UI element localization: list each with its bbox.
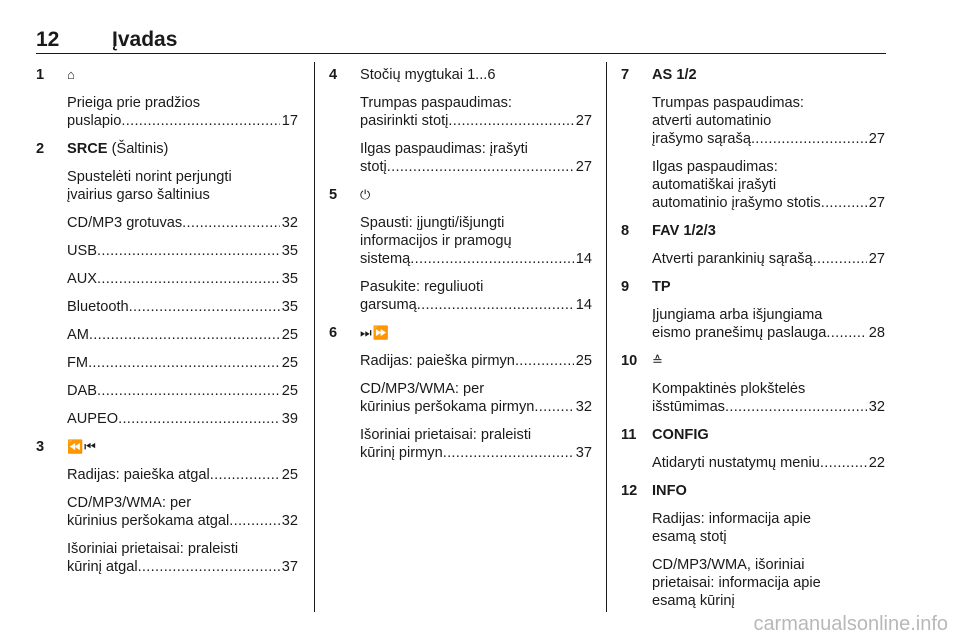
- page-reference: [67, 354, 298, 372]
- page-reference: [67, 326, 298, 344]
- entry-number: 5: [329, 187, 338, 203]
- reference-label: Radijas: paieška pirmyn: [360, 353, 515, 369]
- entry-item: [67, 354, 298, 372]
- entry-item: [360, 278, 592, 314]
- reference-label: CD/MP3 grotuvas: [67, 215, 183, 231]
- column-3: [621, 66, 885, 610]
- entry-item: [652, 94, 885, 148]
- dot-leader: [210, 466, 280, 484]
- dot-leader: [89, 326, 280, 344]
- page-reference: [652, 130, 885, 148]
- page-reference: [67, 242, 298, 260]
- page-reference: [67, 410, 298, 428]
- entry-item: [67, 242, 298, 260]
- page-reference: [67, 512, 298, 530]
- reference-page-number: 25: [281, 355, 298, 371]
- item-text-line: Ilgas paspaudimas:: [652, 159, 778, 175]
- column-1: [36, 66, 298, 576]
- legend-entry: [621, 426, 885, 472]
- reference-page-number: 25: [281, 327, 298, 343]
- item-text-line: Spustelėti norint perjungti: [67, 169, 232, 185]
- page-reference: [360, 444, 592, 462]
- reference-label: AM: [67, 327, 89, 343]
- reference-page-number: 28: [868, 325, 885, 341]
- dot-leader: [118, 410, 280, 428]
- page-title: Įvadas: [112, 28, 178, 51]
- page-number: 12: [36, 28, 60, 51]
- item-text-line: Kompaktinės plokštelės: [652, 381, 806, 397]
- reference-page-number: 27: [575, 159, 592, 175]
- page-reference: [360, 112, 592, 130]
- dot-leader: [751, 130, 867, 148]
- entry-label-suffix: (Šaltinis): [107, 141, 169, 157]
- reference-page-number: 27: [868, 131, 885, 147]
- entry-item: [67, 214, 298, 232]
- dot-leader: [826, 324, 866, 342]
- reference-page-number: 37: [281, 559, 298, 575]
- reference-label: USB: [67, 243, 98, 259]
- reference-label: įrašymo sąrašą: [652, 131, 751, 147]
- entry-item: [652, 306, 885, 342]
- reference-label: kūrinius peršokama pirmyn: [360, 399, 535, 415]
- entry-number: 12: [621, 483, 638, 499]
- entry-item: [67, 466, 298, 484]
- entry-number: 2: [36, 141, 45, 157]
- reference-label: stotį: [360, 159, 387, 175]
- reference-label: garsumą: [360, 297, 417, 313]
- entry-item: [360, 352, 592, 370]
- page-reference: [652, 454, 885, 472]
- dot-leader: [813, 250, 867, 268]
- item-text-line: automatiškai įrašyti: [652, 177, 777, 193]
- legend-entry: [329, 66, 592, 176]
- entry-heading: [652, 278, 885, 296]
- entry-number: 9: [621, 279, 630, 295]
- item-text-line: Radijas: informacija apie: [652, 511, 811, 527]
- dot-leader: [821, 194, 867, 212]
- item-text-line: esamą kūrinį: [652, 593, 735, 609]
- entry-item: [67, 298, 298, 316]
- dot-leader: [387, 158, 574, 176]
- entry-label-suffix: Stočių mygtukai 1...6: [360, 67, 496, 83]
- legend-entry: [621, 482, 885, 610]
- entry-item: [67, 270, 298, 288]
- legend-entry: [36, 66, 298, 130]
- dot-leader: [229, 512, 280, 530]
- item-text-line: Išoriniai prietaisai: praleisti: [67, 541, 239, 557]
- entry-item: [652, 556, 885, 610]
- item-text-line: Prieiga prie pradžios: [67, 95, 201, 111]
- dot-leader: [417, 296, 574, 314]
- page-reference: [360, 296, 592, 314]
- reference-label: eismo pranešimų paslauga: [652, 325, 827, 341]
- reference-page-number: 35: [281, 299, 298, 315]
- entry-heading: [67, 140, 298, 158]
- reference-page-number: 25: [281, 467, 298, 483]
- entry-heading: [652, 426, 885, 444]
- reference-label: pasirinkti stotį: [360, 113, 449, 129]
- reference-label: AUPEO: [67, 411, 119, 427]
- entry-heading: [652, 222, 885, 240]
- entry-item: [652, 250, 885, 268]
- legend-entry: [621, 352, 885, 416]
- entry-number: 8: [621, 223, 630, 239]
- entry-item: [360, 426, 592, 462]
- seek-back-icon: ⏪⏮: [67, 439, 97, 454]
- entry-heading: [652, 352, 885, 370]
- reference-page-number: 17: [281, 113, 298, 129]
- page-reference: [652, 324, 885, 342]
- entry-label: SRCE: [67, 141, 108, 157]
- page-reference: [652, 194, 885, 212]
- item-text-line: informacijos ir pramogų: [360, 233, 512, 249]
- entry-number: 6: [329, 325, 338, 341]
- page-reference: [67, 270, 298, 288]
- item-text-line: CD/MP3/WMA: per: [360, 381, 485, 397]
- page-reference: [67, 112, 298, 130]
- item-text-line: Spausti: įjungti/išjungti: [360, 215, 505, 231]
- entry-heading: [652, 66, 885, 84]
- page-reference: [360, 398, 592, 416]
- page-reference: [67, 466, 298, 484]
- item-text-line: esamą stotį: [652, 529, 727, 545]
- item-text-line: CD/MP3/WMA, išoriniai: [652, 557, 805, 573]
- reference-page-number: 25: [575, 353, 592, 369]
- entry-item: [360, 94, 592, 130]
- reference-label: automatinio įrašymo stotis: [652, 195, 821, 211]
- page-reference: [360, 352, 592, 370]
- reference-page-number: 22: [868, 455, 885, 471]
- entry-heading: [67, 66, 298, 84]
- dot-leader: [129, 298, 280, 316]
- entry-label: TP: [652, 279, 671, 295]
- page-reference: [67, 382, 298, 400]
- entry-label: AS 1/2: [652, 67, 697, 83]
- entry-item: [360, 140, 592, 176]
- legend-entry: [329, 324, 592, 462]
- entry-heading: [360, 186, 592, 204]
- reference-label: puslapio: [67, 113, 122, 129]
- entry-number: 4: [329, 67, 338, 83]
- entry-number: 3: [36, 439, 45, 455]
- reference-label: FM: [67, 355, 89, 371]
- reference-page-number: 27: [868, 251, 885, 267]
- entry-label: INFO: [652, 483, 687, 499]
- item-text-line: Ilgas paspaudimas: įrašyti: [360, 141, 528, 157]
- entry-item: [652, 380, 885, 416]
- dot-leader: [410, 250, 573, 268]
- item-text-line: Pasukite: reguliuoti: [360, 279, 484, 295]
- watermark: carmanualsonline.info: [753, 613, 948, 635]
- page-reference: [67, 298, 298, 316]
- entry-item: [360, 380, 592, 416]
- power-icon: ⏻: [360, 187, 372, 202]
- dot-leader: [97, 242, 280, 260]
- dot-leader: [448, 112, 573, 130]
- reference-page-number: 27: [575, 113, 592, 129]
- page-reference: [360, 158, 592, 176]
- item-text-line: Trumpas paspaudimas:: [652, 95, 804, 111]
- reference-page-number: 14: [575, 251, 592, 267]
- item-text-line: atverti automatinio: [652, 113, 772, 129]
- entry-number: 1: [36, 67, 45, 83]
- dot-leader: [515, 352, 574, 370]
- entry-item: [67, 168, 298, 204]
- header-rule: [36, 53, 886, 54]
- page-reference: [652, 250, 885, 268]
- dot-leader: [725, 398, 867, 416]
- reference-page-number: 32: [281, 215, 298, 231]
- reference-label: Radijas: paieška atgal: [67, 467, 210, 483]
- dot-leader: [88, 354, 280, 372]
- reference-page-number: 14: [575, 297, 592, 313]
- entry-item: [67, 326, 298, 344]
- reference-label: Bluetooth: [67, 299, 129, 315]
- legend-entry: [621, 222, 885, 268]
- home-icon: ⌂: [67, 67, 76, 82]
- entry-label: CONFIG: [652, 427, 709, 443]
- entry-heading: [360, 324, 592, 342]
- dot-leader: [97, 270, 280, 288]
- reference-label: išstūmimas: [652, 399, 725, 415]
- page-reference: [67, 558, 298, 576]
- entry-item: [67, 540, 298, 576]
- item-text-line: Įjungiama arba išjungiama: [652, 307, 823, 323]
- reference-label: kūrinį pirmyn: [360, 445, 443, 461]
- reference-label: kūrinius peršokama atgal: [67, 513, 230, 529]
- reference-label: Atidaryti nustatymų meniu: [652, 455, 820, 471]
- reference-label: kūrinį atgal: [67, 559, 138, 575]
- dot-leader: [97, 382, 280, 400]
- dot-leader: [121, 112, 279, 130]
- entry-heading: [652, 482, 885, 500]
- reference-page-number: 35: [281, 243, 298, 259]
- dot-leader: [534, 398, 573, 416]
- item-text-line: įvairius garso šaltinius: [67, 187, 210, 203]
- reference-label: DAB: [67, 383, 98, 399]
- dot-leader: [820, 454, 867, 472]
- page-reference: [652, 398, 885, 416]
- dot-leader: [138, 558, 280, 576]
- legend-entry: [621, 66, 885, 212]
- dot-leader: [443, 444, 574, 462]
- reference-label: AUX: [67, 271, 98, 287]
- reference-page-number: 39: [281, 411, 298, 427]
- column-2: [329, 66, 592, 462]
- reference-page-number: 32: [575, 399, 592, 415]
- entry-heading: [360, 66, 592, 84]
- reference-page-number: 25: [281, 383, 298, 399]
- entry-heading: [67, 438, 298, 456]
- dot-leader: [182, 214, 280, 232]
- entry-item: [67, 382, 298, 400]
- column-divider: [314, 62, 315, 612]
- item-text-line: Trumpas paspaudimas:: [360, 95, 512, 111]
- entry-item: [360, 214, 592, 268]
- entry-number: 10: [621, 353, 638, 369]
- entry-number: 11: [621, 427, 637, 443]
- page-reference: [67, 214, 298, 232]
- legend-entry: [36, 438, 298, 576]
- legend-entry: [36, 140, 298, 428]
- reference-label: sistemą: [360, 251, 411, 267]
- reference-page-number: 35: [281, 271, 298, 287]
- reference-label: Atverti parankinių sąrašą: [652, 251, 813, 267]
- entry-item: [67, 494, 298, 530]
- reference-page-number: 32: [281, 513, 298, 529]
- reference-page-number: 37: [575, 445, 592, 461]
- entry-item: [67, 410, 298, 428]
- column-divider: [606, 62, 607, 612]
- reference-page-number: 32: [868, 399, 885, 415]
- page-reference: [360, 250, 592, 268]
- entry-label: FAV 1/2/3: [652, 223, 716, 239]
- seek-forward-icon: ⏭⏩: [360, 325, 390, 340]
- eject-icon: ≙: [652, 353, 664, 368]
- item-text-line: Išoriniai prietaisai: praleisti: [360, 427, 532, 443]
- entry-item: [67, 94, 298, 130]
- entry-item: [652, 158, 885, 212]
- entry-item: [652, 454, 885, 472]
- item-text-line: prietaisai: informacija apie: [652, 575, 821, 591]
- reference-page-number: 27: [868, 195, 885, 211]
- entry-item: [652, 510, 885, 546]
- item-text-line: CD/MP3/WMA: per: [67, 495, 192, 511]
- entry-number: 7: [621, 67, 630, 83]
- legend-entry: [329, 186, 592, 314]
- legend-entry: [621, 278, 885, 342]
